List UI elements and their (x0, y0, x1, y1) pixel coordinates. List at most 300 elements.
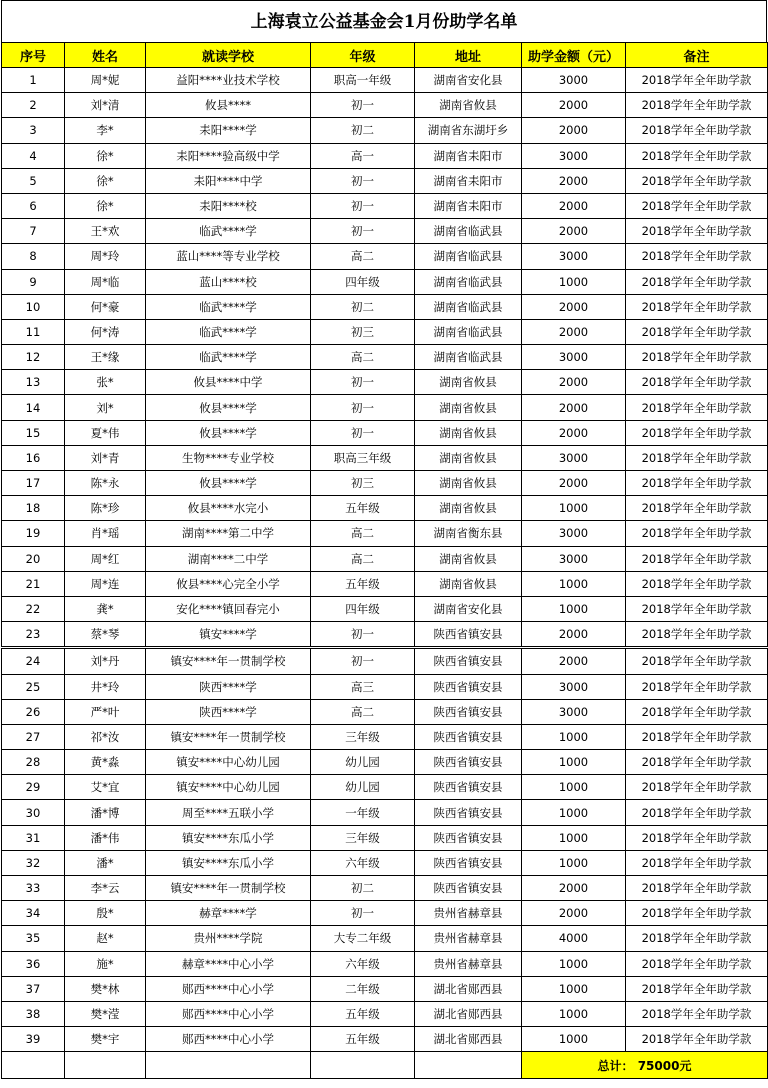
cell-address: 湖北省郧西县 (415, 976, 522, 1001)
cell-remark: 2018学年全年助学款 (626, 1001, 768, 1026)
cell-index: 8 (2, 244, 65, 269)
cell-school: 周至****五联小学 (146, 800, 311, 825)
cell-grade: 初一 (311, 193, 415, 218)
cell-index: 37 (2, 976, 65, 1001)
cell-name: 肖*瑶 (65, 521, 146, 546)
cell-school: 攸县****水完小 (146, 496, 311, 521)
cell-address: 湖南省攸县 (415, 571, 522, 596)
table-row (2, 1027, 768, 1052)
cell-school: 镇安****中心幼儿园 (146, 775, 311, 800)
cell-remark: 2018学年全年助学款 (626, 674, 768, 699)
table-row (2, 699, 768, 724)
cell-remark: 2018学年全年助学款 (626, 471, 768, 496)
table-row (2, 800, 768, 825)
cell-address: 贵州省赫章县 (415, 926, 522, 951)
table-row (2, 319, 768, 344)
cell-index: 12 (2, 345, 65, 370)
table-row (2, 901, 768, 926)
cell-remark: 2018学年全年助学款 (626, 800, 768, 825)
cell-address: 贵州省赫章县 (415, 951, 522, 976)
table-row (2, 118, 768, 143)
cell-school: 陕西****学 (146, 674, 311, 699)
cell-school: 益阳****业技术学校 (146, 68, 311, 93)
cell-amount: 1000 (522, 571, 626, 596)
cell-amount: 2000 (522, 876, 626, 901)
cell-amount: 1000 (522, 850, 626, 875)
table-row (2, 471, 768, 496)
cell-grade: 一年级 (311, 800, 415, 825)
cell-remark: 2018学年全年助学款 (626, 1027, 768, 1052)
cell-grade: 职高一年级 (311, 68, 415, 93)
cell-grade: 三年级 (311, 724, 415, 749)
cell-name: 刘* (65, 395, 146, 420)
cell-grade: 初一 (311, 168, 415, 193)
cell-address: 陕西省镇安县 (415, 724, 522, 749)
cell-name: 龚* (65, 596, 146, 621)
cell-school: 攸县****学 (146, 420, 311, 445)
cell-address: 湖南省攸县 (415, 93, 522, 118)
cell-school: 蓝山****校 (146, 269, 311, 294)
cell-index: 36 (2, 951, 65, 976)
cell-grade: 初三 (311, 471, 415, 496)
cell-address: 湖南省耒阳市 (415, 143, 522, 168)
cell-grade: 初一 (311, 395, 415, 420)
cell-address: 湖南省攸县 (415, 395, 522, 420)
cell-amount: 2000 (522, 193, 626, 218)
cell-school: 贵州****学院 (146, 926, 311, 951)
cell-index: 39 (2, 1027, 65, 1052)
cell-grade: 六年级 (311, 951, 415, 976)
cell-school: 临武****学 (146, 294, 311, 319)
cell-address: 湖南省攸县 (415, 445, 522, 470)
table-row (2, 521, 768, 546)
table-row (2, 876, 768, 901)
cell-remark: 2018学年全年助学款 (626, 699, 768, 724)
cell-index: 4 (2, 143, 65, 168)
cell-amount: 2000 (522, 93, 626, 118)
cell-grade: 幼儿园 (311, 775, 415, 800)
cell-name: 潘*伟 (65, 825, 146, 850)
cell-amount: 2000 (522, 648, 626, 674)
cell-grade: 初二 (311, 118, 415, 143)
cell-address: 湖南省衡东县 (415, 521, 522, 546)
cell-index: 26 (2, 699, 65, 724)
cell-index: 30 (2, 800, 65, 825)
cell-index: 38 (2, 1001, 65, 1026)
cell-name: 殷* (65, 901, 146, 926)
cell-amount: 2000 (522, 622, 626, 648)
table-row (2, 850, 768, 875)
cell-school: 安化****镇回春完小 (146, 596, 311, 621)
cell-school: 临武****学 (146, 219, 311, 244)
scholarship-table (1, 42, 768, 1079)
cell-amount: 1000 (522, 496, 626, 521)
cell-name: 陈*珍 (65, 496, 146, 521)
cell-grade: 初二 (311, 294, 415, 319)
cell-amount: 1000 (522, 1027, 626, 1052)
table-row (2, 976, 768, 1001)
cell-grade: 初三 (311, 319, 415, 344)
cell-remark: 2018学年全年助学款 (626, 294, 768, 319)
cell-grade: 高三 (311, 674, 415, 699)
cell-amount: 1000 (522, 269, 626, 294)
cell-name: 艾*宜 (65, 775, 146, 800)
header-remark: 备注 (626, 43, 768, 68)
cell-address: 湖南省耒阳市 (415, 168, 522, 193)
cell-remark: 2018学年全年助学款 (626, 193, 768, 218)
cell-school: 镇安****东瓜小学 (146, 850, 311, 875)
cell-grade: 初一 (311, 622, 415, 648)
cell-index: 13 (2, 370, 65, 395)
table-row (2, 825, 768, 850)
cell-index: 31 (2, 825, 65, 850)
cell-name: 王*欢 (65, 219, 146, 244)
cell-index: 17 (2, 471, 65, 496)
spreadsheet (1, 0, 767, 1079)
cell-remark: 2018学年全年助学款 (626, 648, 768, 674)
cell-school: 赫章****中心小学 (146, 951, 311, 976)
cell-index: 15 (2, 420, 65, 445)
table-row (2, 345, 768, 370)
cell-address: 湖南省东湖圩乡 (415, 118, 522, 143)
cell-amount: 2000 (522, 471, 626, 496)
cell-name: 徐* (65, 168, 146, 193)
header-amount: 助学金额（元） (522, 43, 626, 68)
cell-amount: 1000 (522, 800, 626, 825)
table-row (2, 395, 768, 420)
cell-name: 何*豪 (65, 294, 146, 319)
cell-name: 周*临 (65, 269, 146, 294)
cell-index: 10 (2, 294, 65, 319)
cell-grade: 初一 (311, 648, 415, 674)
cell-grade: 五年级 (311, 1027, 415, 1052)
table-row (2, 926, 768, 951)
table-row (2, 674, 768, 699)
cell-amount: 3000 (522, 143, 626, 168)
cell-name: 赵* (65, 926, 146, 951)
cell-school: 攸县**** (146, 93, 311, 118)
cell-index: 34 (2, 901, 65, 926)
cell-remark: 2018学年全年助学款 (626, 976, 768, 1001)
cell-school: 攸县****中学 (146, 370, 311, 395)
cell-amount: 2000 (522, 370, 626, 395)
cell-remark: 2018学年全年助学款 (626, 395, 768, 420)
cell-remark: 2018学年全年助学款 (626, 445, 768, 470)
cell-school: 镇安****年一贯制学校 (146, 876, 311, 901)
cell-school: 临武****学 (146, 345, 311, 370)
cell-index: 19 (2, 521, 65, 546)
cell-name: 刘*青 (65, 445, 146, 470)
cell-address: 贵州省赫章县 (415, 901, 522, 926)
cell-amount: 1000 (522, 750, 626, 775)
cell-remark: 2018学年全年助学款 (626, 596, 768, 621)
cell-amount: 3000 (522, 674, 626, 699)
table-row (2, 445, 768, 470)
cell-name: 王*缘 (65, 345, 146, 370)
table-row (2, 496, 768, 521)
total-blank-cell (311, 1052, 415, 1079)
cell-name: 蔡*琴 (65, 622, 146, 648)
table-row (2, 546, 768, 571)
cell-index: 33 (2, 876, 65, 901)
cell-address: 湖南省临武县 (415, 319, 522, 344)
cell-grade: 五年级 (311, 571, 415, 596)
cell-address: 陕西省镇安县 (415, 800, 522, 825)
cell-amount: 3000 (522, 345, 626, 370)
table-row (2, 269, 768, 294)
cell-address: 陕西省镇安县 (415, 775, 522, 800)
table-body (2, 68, 768, 1052)
cell-grade: 初一 (311, 901, 415, 926)
cell-amount: 1000 (522, 1001, 626, 1026)
cell-amount: 2000 (522, 168, 626, 193)
cell-school: 攸县****学 (146, 395, 311, 420)
cell-grade: 高二 (311, 521, 415, 546)
header-grade: 年级 (311, 43, 415, 68)
cell-grade: 五年级 (311, 496, 415, 521)
cell-grade: 初一 (311, 219, 415, 244)
cell-grade: 初一 (311, 420, 415, 445)
cell-grade: 高二 (311, 345, 415, 370)
cell-grade: 三年级 (311, 825, 415, 850)
table-row (2, 622, 768, 648)
cell-grade: 高二 (311, 699, 415, 724)
cell-amount: 1000 (522, 976, 626, 1001)
cell-index: 2 (2, 93, 65, 118)
cell-name: 樊*宇 (65, 1027, 146, 1052)
cell-address: 湖南省临武县 (415, 269, 522, 294)
cell-school: 湖南****二中学 (146, 546, 311, 571)
cell-index: 32 (2, 850, 65, 875)
total-blank-cell (146, 1052, 311, 1079)
cell-index: 9 (2, 269, 65, 294)
cell-address: 湖南省攸县 (415, 471, 522, 496)
cell-school: 郧西****中心小学 (146, 976, 311, 1001)
table-row (2, 648, 768, 674)
cell-school: 镇安****中心幼儿园 (146, 750, 311, 775)
header-school: 就读学校 (146, 43, 311, 68)
cell-name: 周*红 (65, 546, 146, 571)
cell-index: 27 (2, 724, 65, 749)
cell-name: 张* (65, 370, 146, 395)
header-address: 地址 (415, 43, 522, 68)
cell-amount: 4000 (522, 926, 626, 951)
cell-name: 施* (65, 951, 146, 976)
cell-school: 陕西****学 (146, 699, 311, 724)
cell-name: 陈*永 (65, 471, 146, 496)
cell-school: 镇安****东瓜小学 (146, 825, 311, 850)
table-row (2, 370, 768, 395)
cell-address: 湖北省郧西县 (415, 1027, 522, 1052)
cell-remark: 2018学年全年助学款 (626, 926, 768, 951)
cell-amount: 2000 (522, 395, 626, 420)
cell-school: 耒阳****学 (146, 118, 311, 143)
table-row (2, 294, 768, 319)
cell-name: 黄*淼 (65, 750, 146, 775)
cell-address: 湖南省临武县 (415, 345, 522, 370)
cell-name: 李* (65, 118, 146, 143)
cell-address: 陕西省镇安县 (415, 648, 522, 674)
table-row (2, 193, 768, 218)
cell-index: 21 (2, 571, 65, 596)
header-index: 序号 (2, 43, 65, 68)
cell-remark: 2018学年全年助学款 (626, 143, 768, 168)
cell-name: 李*云 (65, 876, 146, 901)
cell-remark: 2018学年全年助学款 (626, 622, 768, 648)
cell-name: 井*玲 (65, 674, 146, 699)
cell-remark: 2018学年全年助学款 (626, 521, 768, 546)
cell-grade: 职高三年级 (311, 445, 415, 470)
table-row (2, 219, 768, 244)
cell-index: 16 (2, 445, 65, 470)
cell-school: 耒阳****校 (146, 193, 311, 218)
cell-name: 何*涛 (65, 319, 146, 344)
cell-school: 生物****专业学校 (146, 445, 311, 470)
cell-index: 11 (2, 319, 65, 344)
cell-address: 湖南省临武县 (415, 294, 522, 319)
cell-school: 攸县****学 (146, 471, 311, 496)
cell-address: 陕西省镇安县 (415, 750, 522, 775)
table-row (2, 93, 768, 118)
cell-address: 湖南省攸县 (415, 496, 522, 521)
cell-school: 蓝山****等专业学校 (146, 244, 311, 269)
cell-name: 祁*汝 (65, 724, 146, 749)
cell-remark: 2018学年全年助学款 (626, 319, 768, 344)
cell-address: 湖南省安化县 (415, 596, 522, 621)
cell-name: 樊*滢 (65, 1001, 146, 1026)
cell-address: 陕西省镇安县 (415, 699, 522, 724)
cell-grade: 初一 (311, 93, 415, 118)
cell-remark: 2018学年全年助学款 (626, 546, 768, 571)
table-row (2, 68, 768, 93)
cell-remark: 2018学年全年助学款 (626, 825, 768, 850)
cell-address: 湖南省耒阳市 (415, 193, 522, 218)
cell-amount: 2000 (522, 901, 626, 926)
cell-name: 周*妮 (65, 68, 146, 93)
cell-index: 7 (2, 219, 65, 244)
cell-index: 18 (2, 496, 65, 521)
cell-address: 湖南省攸县 (415, 420, 522, 445)
cell-school: 镇安****学 (146, 622, 311, 648)
cell-address: 湖南省临武县 (415, 244, 522, 269)
sheet-title: 上海袁立公益基金会1月份助学名单 (1, 0, 767, 42)
cell-remark: 2018学年全年助学款 (626, 876, 768, 901)
cell-grade: 四年级 (311, 269, 415, 294)
cell-school: 湖南****第二中学 (146, 521, 311, 546)
cell-amount: 2000 (522, 118, 626, 143)
cell-grade: 初二 (311, 876, 415, 901)
cell-remark: 2018学年全年助学款 (626, 951, 768, 976)
table-row (2, 724, 768, 749)
cell-name: 潘* (65, 850, 146, 875)
cell-school: 攸县****心完全小学 (146, 571, 311, 596)
table-row (2, 750, 768, 775)
cell-index: 29 (2, 775, 65, 800)
cell-name: 夏*伟 (65, 420, 146, 445)
total-row (2, 1052, 768, 1079)
cell-amount: 1000 (522, 775, 626, 800)
cell-name: 樊*林 (65, 976, 146, 1001)
total-amount: 总计： 75000元 (522, 1052, 768, 1079)
cell-name: 刘*清 (65, 93, 146, 118)
cell-remark: 2018学年全年助学款 (626, 724, 768, 749)
cell-address: 陕西省镇安县 (415, 622, 522, 648)
table-row (2, 168, 768, 193)
cell-address: 湖北省郧西县 (415, 1001, 522, 1026)
cell-address: 陕西省镇安县 (415, 674, 522, 699)
cell-remark: 2018学年全年助学款 (626, 93, 768, 118)
table-row (2, 571, 768, 596)
cell-address: 湖南省攸县 (415, 370, 522, 395)
cell-grade: 大专二年级 (311, 926, 415, 951)
cell-address: 湖南省攸县 (415, 546, 522, 571)
cell-school: 临武****学 (146, 319, 311, 344)
cell-name: 徐* (65, 143, 146, 168)
cell-index: 5 (2, 168, 65, 193)
cell-remark: 2018学年全年助学款 (626, 571, 768, 596)
cell-index: 6 (2, 193, 65, 218)
cell-amount: 3000 (522, 546, 626, 571)
cell-index: 20 (2, 546, 65, 571)
cell-address: 陕西省镇安县 (415, 825, 522, 850)
cell-remark: 2018学年全年助学款 (626, 370, 768, 395)
cell-school: 赫章****学 (146, 901, 311, 926)
cell-school: 郧西****中心小学 (146, 1001, 311, 1026)
cell-name: 徐* (65, 193, 146, 218)
cell-amount: 1000 (522, 825, 626, 850)
total-blank-cell (2, 1052, 65, 1079)
cell-remark: 2018学年全年助学款 (626, 850, 768, 875)
cell-index: 24 (2, 648, 65, 674)
cell-amount: 2000 (522, 420, 626, 445)
cell-amount: 3000 (522, 699, 626, 724)
cell-grade: 初一 (311, 370, 415, 395)
cell-grade: 高二 (311, 546, 415, 571)
cell-school: 耒阳****中学 (146, 168, 311, 193)
cell-school: 镇安****年一贯制学校 (146, 724, 311, 749)
cell-school: 耒阳****验高级中学 (146, 143, 311, 168)
cell-amount: 3000 (522, 445, 626, 470)
table-row (2, 775, 768, 800)
cell-index: 25 (2, 674, 65, 699)
cell-grade: 五年级 (311, 1001, 415, 1026)
cell-amount: 1000 (522, 724, 626, 749)
header-row (2, 43, 768, 68)
cell-remark: 2018学年全年助学款 (626, 168, 768, 193)
cell-index: 22 (2, 596, 65, 621)
cell-remark: 2018学年全年助学款 (626, 118, 768, 143)
cell-remark: 2018学年全年助学款 (626, 345, 768, 370)
cell-index: 28 (2, 750, 65, 775)
cell-remark: 2018学年全年助学款 (626, 901, 768, 926)
cell-amount: 1000 (522, 596, 626, 621)
cell-remark: 2018学年全年助学款 (626, 269, 768, 294)
table-row (2, 244, 768, 269)
table-row (2, 420, 768, 445)
cell-remark: 2018学年全年助学款 (626, 420, 768, 445)
cell-address: 湖南省安化县 (415, 68, 522, 93)
table-row (2, 951, 768, 976)
cell-school: 郧西****中心小学 (146, 1027, 311, 1052)
cell-grade: 高一 (311, 143, 415, 168)
cell-remark: 2018学年全年助学款 (626, 750, 768, 775)
cell-index: 14 (2, 395, 65, 420)
cell-index: 35 (2, 926, 65, 951)
cell-remark: 2018学年全年助学款 (626, 775, 768, 800)
table-row (2, 143, 768, 168)
cell-amount: 2000 (522, 319, 626, 344)
cell-index: 23 (2, 622, 65, 648)
